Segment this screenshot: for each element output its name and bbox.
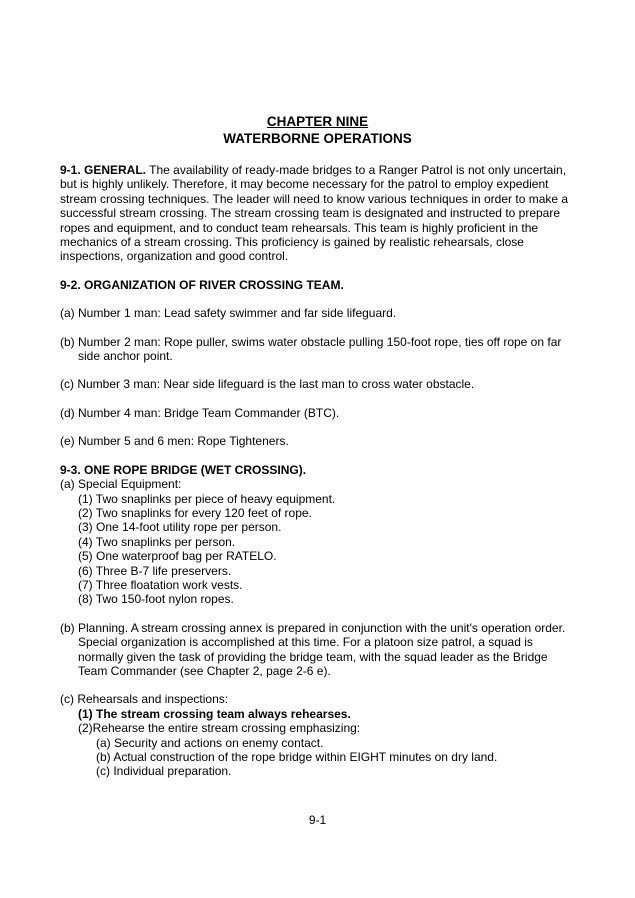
section-body: The availability of ready-made bridges to a Ranger Patrol is not only uncertain, but is highly unlikely. Therefore, it may become necessary for the patrol to employ expedient stream crossing techniques. The leader will need to know various techniques in order to make a successful stream crossing. The stream crossing team is designated and instructed to prepare ropes and equipment, and to conduct team rehearsals. This team is highly proficient in the mechanics of a stream crossing. This proficiency is gained by realistic rehearsals, close inspections, organization and good control.: [60, 163, 569, 264]
list-item: (c) Rehearsals and inspections:: [60, 692, 229, 707]
page-number: 9-1: [308, 813, 327, 827]
section-heading: 9-3. ONE ROPE BRIDGE (WET CROSSING).: [60, 462, 307, 477]
list-item: (c) Number 3 man: Near side lifeguard is the last man to cross water obstacle.: [60, 377, 475, 392]
list-item: (a) Special Equipment:: [60, 477, 182, 492]
list-item: (1) Two snaplinks per piece of heavy equipment.: [78, 491, 336, 506]
list-item: (6) Three B-7 life preservers.: [78, 563, 232, 578]
list-item: (4) Two snaplinks per person.: [78, 534, 236, 549]
list-item: (b) Number 2 man: Rope puller, swims water obstacle pulling 150-foot rope, ties off rope on far side anchor point.: [60, 334, 562, 364]
list-item: (a) Security and actions on enemy contact.: [96, 735, 324, 750]
list-item: (1) The stream crossing team always rehearses.: [78, 706, 351, 721]
chapter-title: WATERBORNE OPERATIONS: [223, 131, 412, 146]
list-item: (d) Number 4 man: Bridge Team Commander (BTC).: [60, 405, 340, 420]
list-item: (c) Individual preparation.: [96, 764, 232, 779]
list-item: (7) Three floatation work vests.: [78, 577, 243, 592]
section-general: [60, 163, 575, 264]
chapter-number: CHAPTER NINE: [266, 114, 369, 129]
list-item: (2) Two snaplinks for every 120 feet of rope.: [78, 505, 312, 520]
section-heading: 9-2. ORGANIZATION OF RIVER CROSSING TEAM.: [60, 277, 344, 292]
list-item: (b) Actual construction of the rope bridge within EIGHT minutes on dry land.: [96, 750, 498, 764]
list-item: (e) Number 5 and 6 men: Rope Tighteners.: [60, 434, 289, 449]
section-heading: 9-1. GENERAL.: [60, 163, 147, 177]
list-item: (3) One 14-foot utility rope per person.: [78, 520, 282, 535]
list-item: (b) Planning. A stream crossing annex is prepared in conjunction with the unit's operation order. Special organization is accomplished at this time. For a platoon size patrol, a squad is normally given the task of providing the bridge team, with the squad leader as the Bridge Team Commander (see Chapter 2, page 2-6 e).: [60, 620, 566, 678]
list-item: (8) Two 150-foot nylon ropes.: [78, 592, 234, 607]
list-item: (5) One waterproof bag per RATELO.: [78, 549, 277, 564]
list-item: (2)Rehearse the entire stream crossing emphasizing:: [78, 721, 361, 736]
document-page: [60, 113, 575, 779]
list-item: (a) Number 1 man: Lead safety swimmer and far side lifeguard.: [60, 306, 397, 321]
